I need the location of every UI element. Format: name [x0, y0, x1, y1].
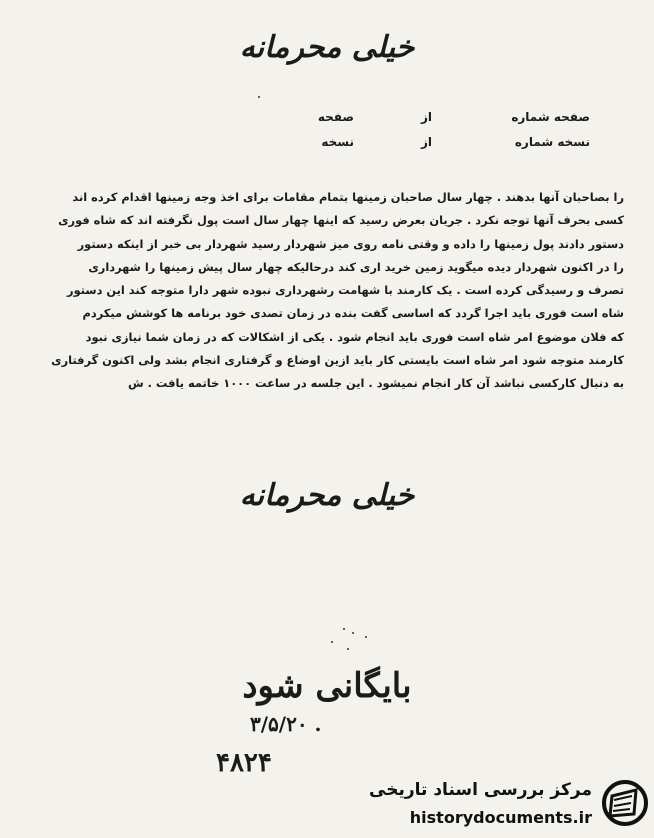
body-line: شاه است فوری باید اجرا گردد که اساسی گفت بنده در زمان تصدی خود برنامه ها کوشش میکردم	[82, 306, 624, 321]
page-of-label: از	[420, 110, 432, 124]
body-line: به دنبال کارکسی نباشد آن کار انجام نمیشود . این جلسه در ساعت ۱۰۰۰ خاتمه یافت . ش	[127, 376, 624, 391]
page-number-row	[318, 110, 590, 124]
watermark-url: historydocuments.ir	[409, 808, 592, 827]
body-line: کارمند متوجه شود امر شاه است بایستی کار باید ازین اوضاع و گرفتاری انجام بشد ولی اکنون گرفتاری	[51, 353, 624, 368]
document-body	[32, 186, 624, 396]
body-line: که فلان موضوع امر شاه است فوری باید انجام شود . یکی از اشکالات که در زمان شما نیازی نبود	[85, 329, 624, 344]
watermark-org-name: مرکز بررسی اسناد تاریخی	[369, 780, 592, 800]
archive-date: ۳/۵/۲۰ .	[250, 712, 322, 736]
body-line: تصرف و رسیدگی کرده است . یک کارمند با شهامت رشهرداری نبوده شهر دارا متوجه کند این دستور	[67, 283, 624, 298]
classification-title-top: خیلی محرمانه	[239, 30, 415, 65]
watermark-logo-icon	[598, 776, 648, 830]
body-line: را در اکنون شهردار دیده میگوید زمین خرید اری کند درحالیکه چهار سال پیش زمینها را شهرداری	[88, 259, 624, 274]
copy-number-label: نسخه شماره	[514, 135, 590, 149]
body-line: را بصاحبان آنها بدهند . چهار سال صاحبان زمینها بتمام مقامات برای اخذ وجه زمینها اقدام کرده اند	[72, 190, 624, 204]
page-number-label: صفحه شماره	[511, 110, 590, 124]
copy-of-label: از	[420, 135, 432, 149]
body-line: کسی بحرف آنها توجه نکرد . جریان بعرض رسید که اینها چهار سال است پول نگرفته اند که شاه فوری	[58, 213, 624, 228]
copy-number-row	[321, 135, 590, 149]
classification-title-bottom: خیلی محرمانه	[239, 478, 415, 513]
archive-reference-number: ۴۸۲۴	[216, 748, 272, 778]
body-line: دستور دادند پول زمینها را داده و وقتی نامه روی میز شهردار رسید شهردار بی خبر از اینکه دستور	[77, 236, 624, 251]
page-total-label: صفحه	[317, 110, 354, 124]
copy-total-label: نسخه	[321, 135, 354, 149]
archive-stamp-text: بایگانی شود	[242, 666, 412, 706]
